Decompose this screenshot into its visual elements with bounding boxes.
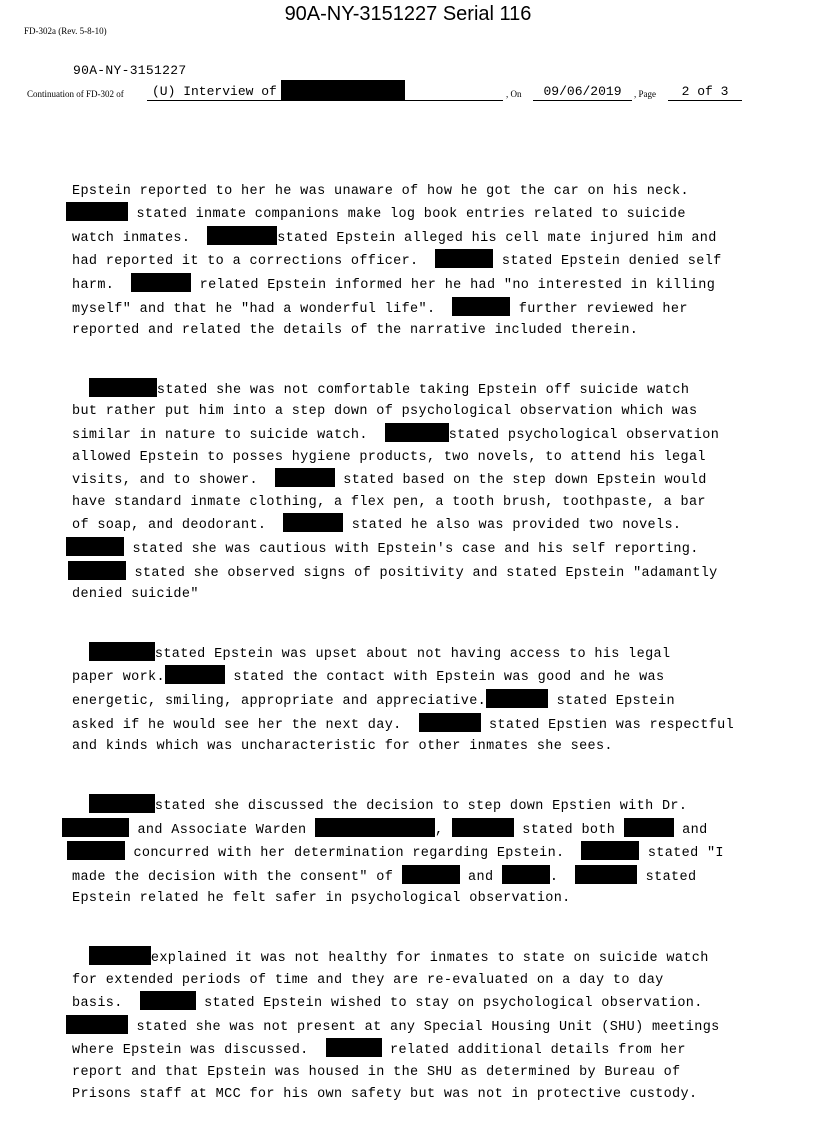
redaction-block (66, 1015, 128, 1034)
body-line: further reviewed her (510, 301, 688, 317)
paragraph-1 (72, 181, 752, 342)
body-line: paper work. (72, 670, 165, 686)
body-line: myself" and that he "had a wonderful life". (72, 301, 453, 317)
body-line: stated psychological observation (448, 428, 720, 444)
paragraph-2 (72, 378, 752, 606)
redaction-block (575, 865, 637, 884)
redaction-block (624, 818, 674, 837)
body-line: report and that Epstein was housed in the SHU as determined by Bureau of (72, 1064, 681, 1080)
redaction-block (486, 689, 548, 708)
body-line: stated she was not comfortable taking Epstein off suicide watch (156, 382, 690, 398)
body-line: stated Epstein (548, 694, 675, 710)
on-label: , On (506, 89, 522, 99)
body-line: stated he also was provided two novels. (343, 518, 682, 534)
body-line: made the decision with the consent" of (72, 869, 402, 885)
body-line: harm. (72, 277, 132, 293)
body-line: stated she observed signs of positivity and stated Epstein "adamantly (126, 565, 718, 581)
body-line: similar in nature to suicide watch. (72, 428, 385, 444)
body-line: basis. (72, 996, 140, 1012)
body-line: asked if he would see her the next day. (72, 717, 419, 733)
redaction-block (165, 665, 225, 684)
continuation-row (0, 84, 816, 104)
redaction-block (68, 561, 126, 580)
body-line: explained it was not healthy for inmates to state on suicide watch (150, 951, 709, 966)
body-line: stated Epstein was upset about not having access to his legal (154, 646, 671, 662)
redaction-block (89, 378, 157, 397)
paragraph-3 (72, 642, 752, 758)
subject-text: (U) Interview of (152, 84, 277, 99)
body-line: related additional details from her (381, 1043, 686, 1059)
body-line (72, 647, 89, 662)
body-line: and (673, 822, 708, 838)
body-line: stated Epstein wished to stay on psychological observation. (195, 996, 703, 1012)
body-line: stated (637, 869, 697, 885)
redaction-block (66, 537, 124, 556)
document-body (72, 159, 752, 1141)
redaction-block (89, 946, 151, 965)
body-line (72, 383, 89, 398)
body-line: stated the contact with Epstein was good and he was (224, 670, 665, 686)
body-line (72, 951, 89, 966)
body-line: stated both (513, 822, 624, 838)
redaction-block (67, 841, 125, 860)
body-line: stated inmate companions make log book entries related to suicide (128, 207, 686, 223)
paragraph-4 (72, 794, 752, 910)
redaction-block (62, 818, 129, 837)
body-line: stated she was cautious with Epstein's case and his self reporting. (124, 542, 699, 557)
body-line: stated based on the step down Epstein would (334, 473, 707, 489)
body-line (72, 799, 89, 814)
continuation-label: Continuation of FD-302 of (27, 89, 124, 99)
body-line: Epstein related he felt safer in psychological observation. (72, 891, 571, 907)
redaction-block (315, 818, 435, 837)
body-line: , (434, 822, 452, 838)
date-field: 09/06/2019 (533, 84, 632, 101)
body-line: for extended periods of time and they are re-evaluated on a day to day (72, 972, 664, 988)
redaction-block (452, 818, 514, 837)
redaction-block (502, 865, 550, 884)
redaction-block (283, 513, 343, 532)
body-line: Prisons staff at MCC for his own safety but was not in protective custody. (72, 1086, 698, 1102)
body-line: and kinds which was uncharacteristic for other inmates she sees. (72, 739, 613, 755)
paragraph-5 (72, 946, 752, 1105)
page-label: , Page (634, 89, 656, 99)
serial-title: 90A-NY-3151227 Serial 116 (284, 3, 532, 25)
body-line: and (459, 869, 502, 885)
form-number: FD-302a (Rev. 5-8-10) (24, 26, 107, 36)
redaction-block (419, 713, 481, 732)
body-line: stated Epstein alleged his cell mate injured him and (277, 230, 717, 246)
subject-field (147, 84, 503, 101)
body-line: concurred with her determination regarding Epstein. (125, 846, 582, 862)
redaction-block (207, 226, 277, 245)
body-line: have standard inmate clothing, a flex pen, a tooth brush, toothpaste, a bar (72, 494, 706, 510)
body-line: reported and related the details of the narrative included therein. (72, 323, 639, 339)
redaction-block (402, 865, 460, 884)
body-line: watch inmates. (72, 230, 208, 246)
body-line: . (549, 869, 576, 885)
redaction-block (131, 273, 191, 292)
body-line: stated Epstien was respectful (480, 717, 735, 733)
body-line: stated "I (639, 846, 724, 862)
body-line: denied suicide" (72, 587, 199, 603)
body-line: stated she discussed the decision to step down Epstien with Dr. (154, 798, 688, 814)
body-line: visits, and to shower. (72, 473, 275, 489)
redaction-block (89, 642, 155, 661)
redaction-block (281, 80, 405, 100)
body-line: Epstein reported to her he was unaware of how he got the car on his neck. (72, 183, 689, 199)
page-number-field: 2 of 3 (668, 84, 742, 101)
body-line: allowed Epstein to posses hygiene products, two novels, to attend his legal (72, 449, 706, 465)
body-line: where Epstein was discussed. (72, 1043, 326, 1059)
redaction-block (435, 249, 493, 268)
redaction-block (326, 1038, 382, 1057)
body-line: and Associate Warden (129, 822, 315, 838)
redaction-block (452, 297, 510, 316)
file-number: 90A-NY-3151227 (73, 63, 187, 78)
body-line: of soap, and deodorant. (72, 518, 284, 534)
body-line: had reported it to a corrections officer. (72, 254, 436, 270)
body-line: but rather put him into a step down of psychological observation which was (72, 404, 698, 420)
body-line: related Epstein informed her he had "no interested in killing (191, 277, 716, 293)
body-line: energetic, smiling, appropriate and appreciative. (72, 694, 487, 710)
redaction-block (140, 991, 196, 1010)
redaction-block (581, 841, 639, 860)
body-line: stated she was not present at any Special Housing Unit (SHU) meetings (128, 1019, 720, 1035)
redaction-block (66, 202, 128, 221)
redaction-block (275, 468, 335, 487)
redaction-block (89, 794, 155, 813)
redaction-block (385, 423, 449, 442)
body-line: stated Epstein denied self (493, 254, 722, 270)
